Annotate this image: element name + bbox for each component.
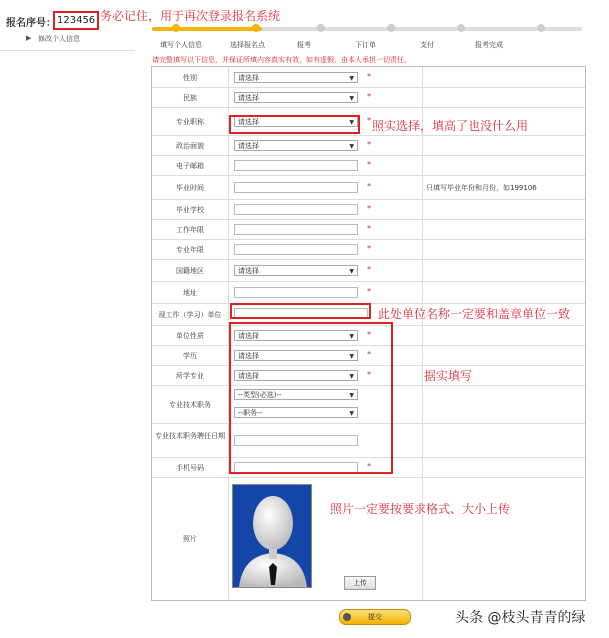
highlight-title bbox=[229, 115, 360, 134]
annotation-title: 照实选择，填高了也没什么用 bbox=[372, 119, 529, 133]
unit-type-select[interactable]: 请选择 ▼ bbox=[234, 330, 358, 341]
label-work-years: 工作年限 bbox=[176, 226, 204, 234]
upload-button[interactable]: 上传 bbox=[344, 576, 376, 590]
chevron-right-icon: ▶ bbox=[26, 34, 32, 42]
tech-post-level-select[interactable]: --职务-- ▼ bbox=[234, 407, 358, 418]
regno-annotation: 务必记住，用于再次登录报名系统 bbox=[100, 9, 281, 23]
education-select[interactable]: 请选择 ▼ bbox=[234, 350, 358, 361]
required-mark: * bbox=[367, 330, 371, 339]
row-address bbox=[152, 281, 585, 304]
submit-icon bbox=[343, 613, 351, 621]
region-select[interactable]: 请选择 ▼ bbox=[234, 265, 358, 276]
row-ethnicity bbox=[152, 87, 585, 108]
row-politics bbox=[152, 135, 585, 156]
label-major: 所学专业 bbox=[176, 372, 204, 380]
required-mark: * bbox=[367, 244, 371, 253]
label-major-years: 专业年限 bbox=[176, 246, 204, 254]
required-mark: * bbox=[367, 350, 371, 359]
required-mark: * bbox=[367, 462, 371, 471]
step-dot bbox=[317, 24, 325, 32]
grad-time-hint: 只填写毕业年份和月份，如199106 bbox=[426, 184, 537, 192]
work-years-input[interactable] bbox=[234, 224, 358, 235]
required-mark: * bbox=[367, 72, 371, 81]
required-mark: * bbox=[367, 160, 371, 169]
label-email: 电子邮箱 bbox=[176, 162, 204, 170]
required-mark: * bbox=[367, 370, 371, 379]
address-input[interactable] bbox=[234, 287, 358, 298]
required-mark: * bbox=[367, 140, 371, 149]
step-pay: 支付 bbox=[420, 41, 434, 49]
label-title: 专业职称 bbox=[176, 118, 204, 126]
row-region bbox=[152, 259, 585, 282]
label-gender: 性别 bbox=[183, 74, 197, 82]
required-mark: * bbox=[367, 116, 371, 125]
annotation-photo: 照片一定要按要求格式、大小上传 bbox=[330, 502, 511, 516]
notice: 请完整填写以下信息，并保证所填内容真实有效，如有虚假，由本人承担一切责任。 bbox=[152, 56, 411, 64]
row-work-years bbox=[152, 219, 585, 240]
email-input[interactable] bbox=[234, 160, 358, 171]
step-select-site: 选择报名点 bbox=[230, 41, 265, 49]
submit-label: 提交 bbox=[368, 613, 382, 621]
annotation-fill: 据实填写 bbox=[424, 369, 473, 383]
step-order: 下订单 bbox=[355, 41, 376, 49]
label-work-unit: 现工作（学习）单位 bbox=[158, 311, 222, 319]
step-apply: 报考 bbox=[297, 41, 311, 49]
required-mark: * bbox=[367, 287, 371, 296]
label-phone: 手机号码 bbox=[176, 464, 204, 472]
row-grad-time bbox=[152, 175, 585, 200]
step-dot bbox=[387, 24, 395, 32]
step-fill-info: 填写个人信息 bbox=[160, 41, 202, 49]
step-dot bbox=[252, 24, 260, 32]
politics-select[interactable]: 请选择 ▼ bbox=[234, 140, 358, 151]
label-tech-post-date: 专业技术职务聘任日期 bbox=[155, 432, 225, 440]
sidebar-item-edit-info[interactable]: 修改个人信息 bbox=[38, 35, 80, 43]
sidebar bbox=[0, 32, 135, 51]
regno-label: 报名序号： bbox=[6, 18, 56, 29]
row-major-years bbox=[152, 239, 585, 260]
required-mark: * bbox=[367, 182, 371, 191]
step-dot bbox=[457, 24, 465, 32]
row-gender bbox=[152, 67, 585, 88]
avatar-silhouette-icon bbox=[233, 485, 311, 587]
tech-post-category-select[interactable]: --类型(必选)-- ▼ bbox=[234, 389, 358, 400]
major-years-input[interactable] bbox=[234, 244, 358, 255]
watermark: 头条 @枝头青青的绿 bbox=[455, 610, 586, 626]
label-grad-time: 毕业时间 bbox=[176, 184, 204, 192]
gender-select[interactable]: 请选择 ▼ bbox=[234, 72, 358, 83]
step-dot bbox=[537, 24, 545, 32]
title-select[interactable]: 请选择 ▼ bbox=[234, 116, 358, 127]
label-ethnicity: 民族 bbox=[183, 94, 197, 102]
step-dot bbox=[172, 24, 180, 32]
label-address: 地址 bbox=[183, 289, 197, 297]
required-mark: * bbox=[367, 92, 371, 101]
label-education: 学历 bbox=[183, 352, 197, 360]
grad-time-input[interactable] bbox=[234, 182, 358, 193]
label-politics: 政治面貌 bbox=[176, 142, 204, 150]
photo-preview bbox=[232, 484, 312, 588]
steps bbox=[150, 40, 590, 52]
grad-school-input[interactable] bbox=[234, 204, 358, 215]
label-unit-type: 单位性质 bbox=[176, 332, 204, 340]
label-photo: 照片 bbox=[183, 535, 197, 543]
submit-button[interactable] bbox=[339, 609, 411, 625]
highlight-fill-section bbox=[229, 322, 393, 474]
major-select[interactable]: 请选择 ▼ bbox=[234, 370, 358, 381]
required-mark: * bbox=[367, 224, 371, 233]
row-grad-school bbox=[152, 199, 585, 220]
label-tech-post: 专业技术职务 bbox=[169, 401, 211, 409]
step-done: 报考完成 bbox=[475, 41, 503, 49]
label-grad-school: 毕业学校 bbox=[176, 206, 204, 214]
highlight-work-unit bbox=[230, 303, 371, 319]
regno-value: 123456 bbox=[53, 11, 99, 30]
label-region: 国籍地区 bbox=[176, 267, 204, 275]
progress-bar bbox=[152, 26, 582, 32]
required-mark: * bbox=[367, 265, 371, 274]
required-mark: * bbox=[367, 204, 371, 213]
ethnicity-select[interactable]: 请选择 ▼ bbox=[234, 92, 358, 103]
annotation-work-unit: 此处单位名称一定要和盖章单位一致 bbox=[378, 307, 571, 321]
row-email bbox=[152, 155, 585, 176]
